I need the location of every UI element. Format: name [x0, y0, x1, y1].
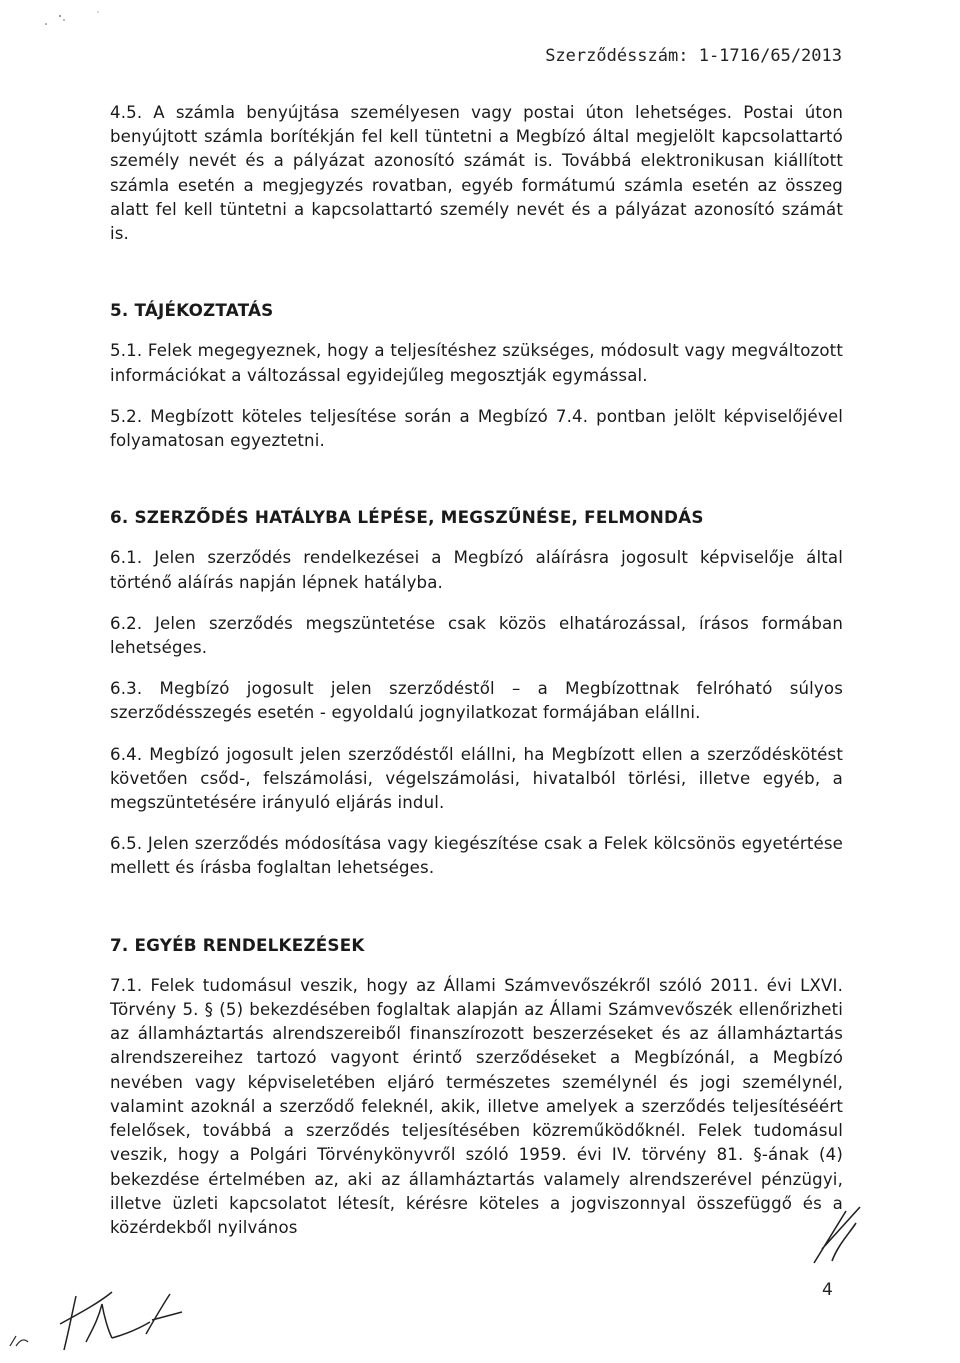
paragraph-6-2: 6.2. Jelen szerződés megszüntetése csak közös elhatározással, írásos formában lehetséges. [110, 613, 843, 658]
paragraph-4-5: 4.5. A számla benyújtása személyesen vagy postai úton lehetséges. Postai úton benyújtott számla borítékján fel kell tüntetni a Megbízó által megjelölt kapcsolattartó személy nevét és a pályázat azonosító számát is. Továbbá elektronikusan kiállított számla esetén a megjegyzés rovatban, egyéb formátumú számla esetén az összeg alatt fel kell tüntetni a kapcsolattartó személy nevét és a pályázat azonosító számát is. [110, 103, 843, 244]
paragraph-5-1: 5.1. Felek megegyeznek, hogy a teljesítéshez szükséges, módosult vagy megváltozott információkat a változással egyidejűleg megosztják egymással. [110, 341, 843, 385]
paragraph-6-5: 6.5. Jelen szerződés módosítása vagy kiegészítése csak a Felek kölcsönös egyetértése mellett és írásba foglaltan lehetséges. [110, 834, 843, 878]
paragraph-7-1: 7.1. Felek tudomásul veszik, hogy az Állami Számvevőszékről szóló 2011. évi LXVI. Törvény 5. § (5) bekezdésében foglaltak alapján az Állami Számvevőszék ellenőrizheti az államháztartás alrendszereiből finanszírozott beszerzéseket és az államháztartás alrendszereihez tartozó vagyont érintő szerződéseket a Megbízónál, a Megbízó nevében vagy képviseletében eljáró természetes személynél és jogi személynél, valamint azoknál a szerződő feleknél, akik, illetve amelyek a szerződés teljesítéséért felelősek, továbbá a szerződés teljesítésében közreműködőknél. Felek tudomásul veszik, hogy a Polgári Törvénykönyvről szóló 1959. évi IV. törvény 81. §-ának (4) bekezdése értelmében az, aki az államháztartás valamely alrendszerével pénzügyi, illetve üzleti kapcsolatot létesít, kérésre köteles a jogviszonnyal összefüggő és a közérdekből nyilvános [110, 975, 843, 1237]
section-heading-5: 5. TÁJÉKOZTATÁS [110, 300, 274, 321]
margin-initial-mark [6, 1330, 32, 1352]
paragraph-6-4: 6.4. Megbízó jogosult jelen szerződéstől elállni, ha Megbízott ellen a szerződéskötést követően csőd-, felszámolási, végelszámolási, hivatalból törlési, illetve egyéb, a megszüntetésére irányuló eljárás indul. [110, 744, 843, 813]
paragraph-5-2: 5.2. Megbízott köteles teljesítése során a Megbízó 7.4. pontban jelölt képviselőjével folyamatosan egyeztetni. [110, 406, 843, 451]
paragraph-6-3: 6.3. Megbízó jogosult jelen szerződéstől – a Megbízottnak felróható súlyos szerződésszegés esetén - egyoldalú jognyilatkozat formájában elállni. [110, 679, 843, 723]
scan-speckles [40, 6, 120, 30]
page-number: 4 [822, 1280, 833, 1300]
handwritten-signature [42, 1284, 202, 1358]
contract-number: Szerződésszám: 1-1716/65/2013 [545, 46, 842, 66]
section-heading-6: 6. SZERZŐDÉS HATÁLYBA LÉPÉSE, MEGSZŰNÉSE, FELMONDÁS [110, 507, 704, 528]
document-body [110, 101, 843, 1240]
section-heading-7: 7. EGYÉB RENDELKEZÉSEK [110, 934, 365, 955]
initial-signature-right [808, 1205, 868, 1267]
paragraph-6-1: 6.1. Jelen szerződés rendelkezései a Megbízó aláírásra jogosult képviselője által történő aláírás napján lépnek hatályba. [110, 548, 843, 592]
